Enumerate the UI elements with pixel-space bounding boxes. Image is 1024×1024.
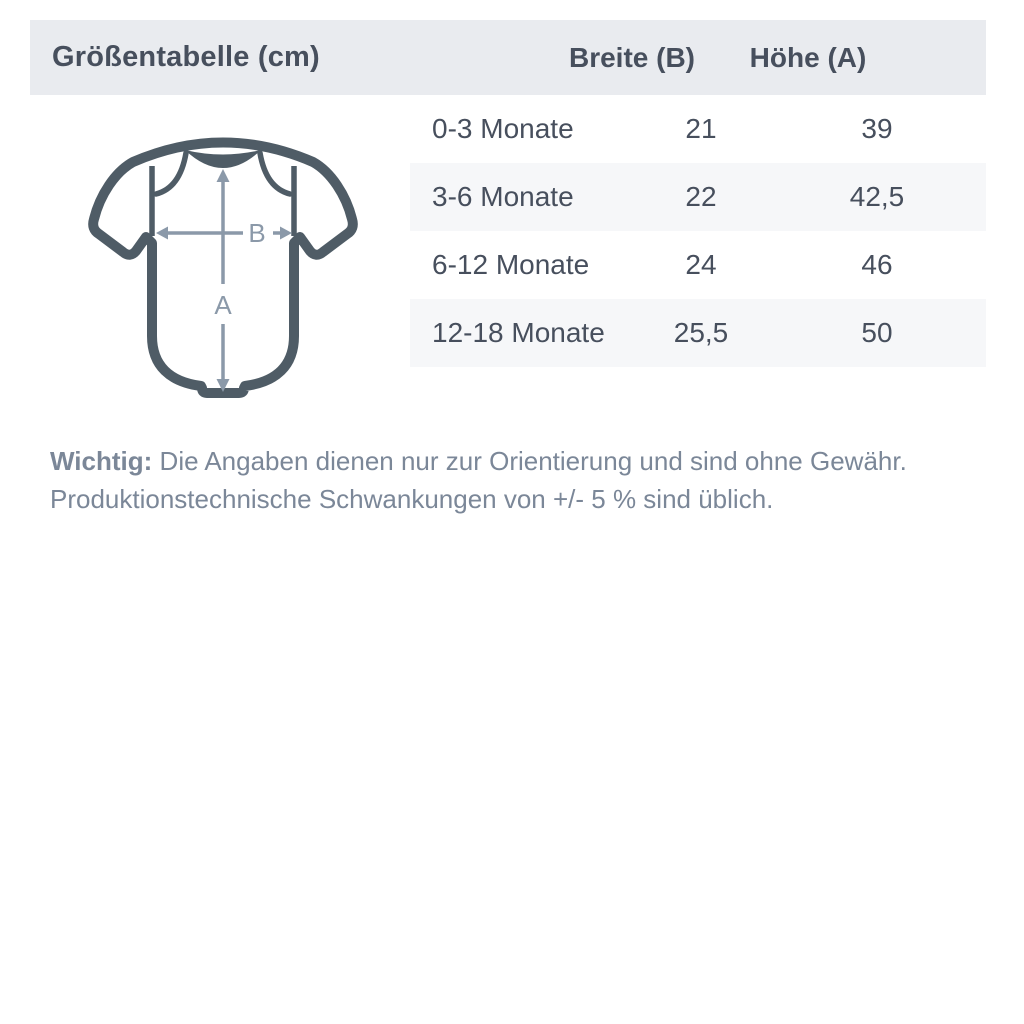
size-chart-header — [30, 20, 986, 95]
hoehe-value: 50 — [861, 317, 893, 348]
row-label: 6-12 Monate — [432, 249, 590, 280]
table-row — [410, 299, 986, 367]
breite-value: 22 — [685, 181, 717, 212]
important-note — [50, 442, 980, 518]
onesie-diagram — [80, 125, 370, 415]
column-header-hoehe: Höhe (A) — [749, 41, 867, 73]
note-emphasis: Wichtig: — [50, 446, 153, 476]
note-line-2: Produktionstechnische Schwankungen von +/- 5 % sind üblich. — [50, 484, 774, 514]
table-row — [410, 95, 986, 163]
size-chart-title: Größentabelle (cm) — [52, 41, 320, 73]
breite-value: 24 — [685, 249, 717, 280]
hoehe-value: 39 — [861, 113, 893, 144]
row-label: 3-6 Monate — [432, 181, 574, 212]
row-label: 0-3 Monate — [432, 113, 574, 144]
hoehe-value: 42,5 — [849, 181, 905, 212]
row-label: 12-18 Monate — [432, 317, 605, 348]
hoehe-value: 46 — [861, 249, 893, 280]
note-line-1: Die Angaben dienen nur zur Orientierung und sind ohne Gewähr. — [152, 446, 907, 476]
height-label-a: A — [214, 290, 232, 320]
size-table — [410, 95, 986, 367]
breite-value: 25,5 — [673, 317, 729, 348]
width-label-b: B — [248, 218, 266, 248]
table-row — [410, 163, 986, 231]
table-row — [410, 231, 986, 299]
breite-value: 21 — [685, 113, 717, 144]
column-header-breite: Breite (B) — [568, 41, 695, 73]
